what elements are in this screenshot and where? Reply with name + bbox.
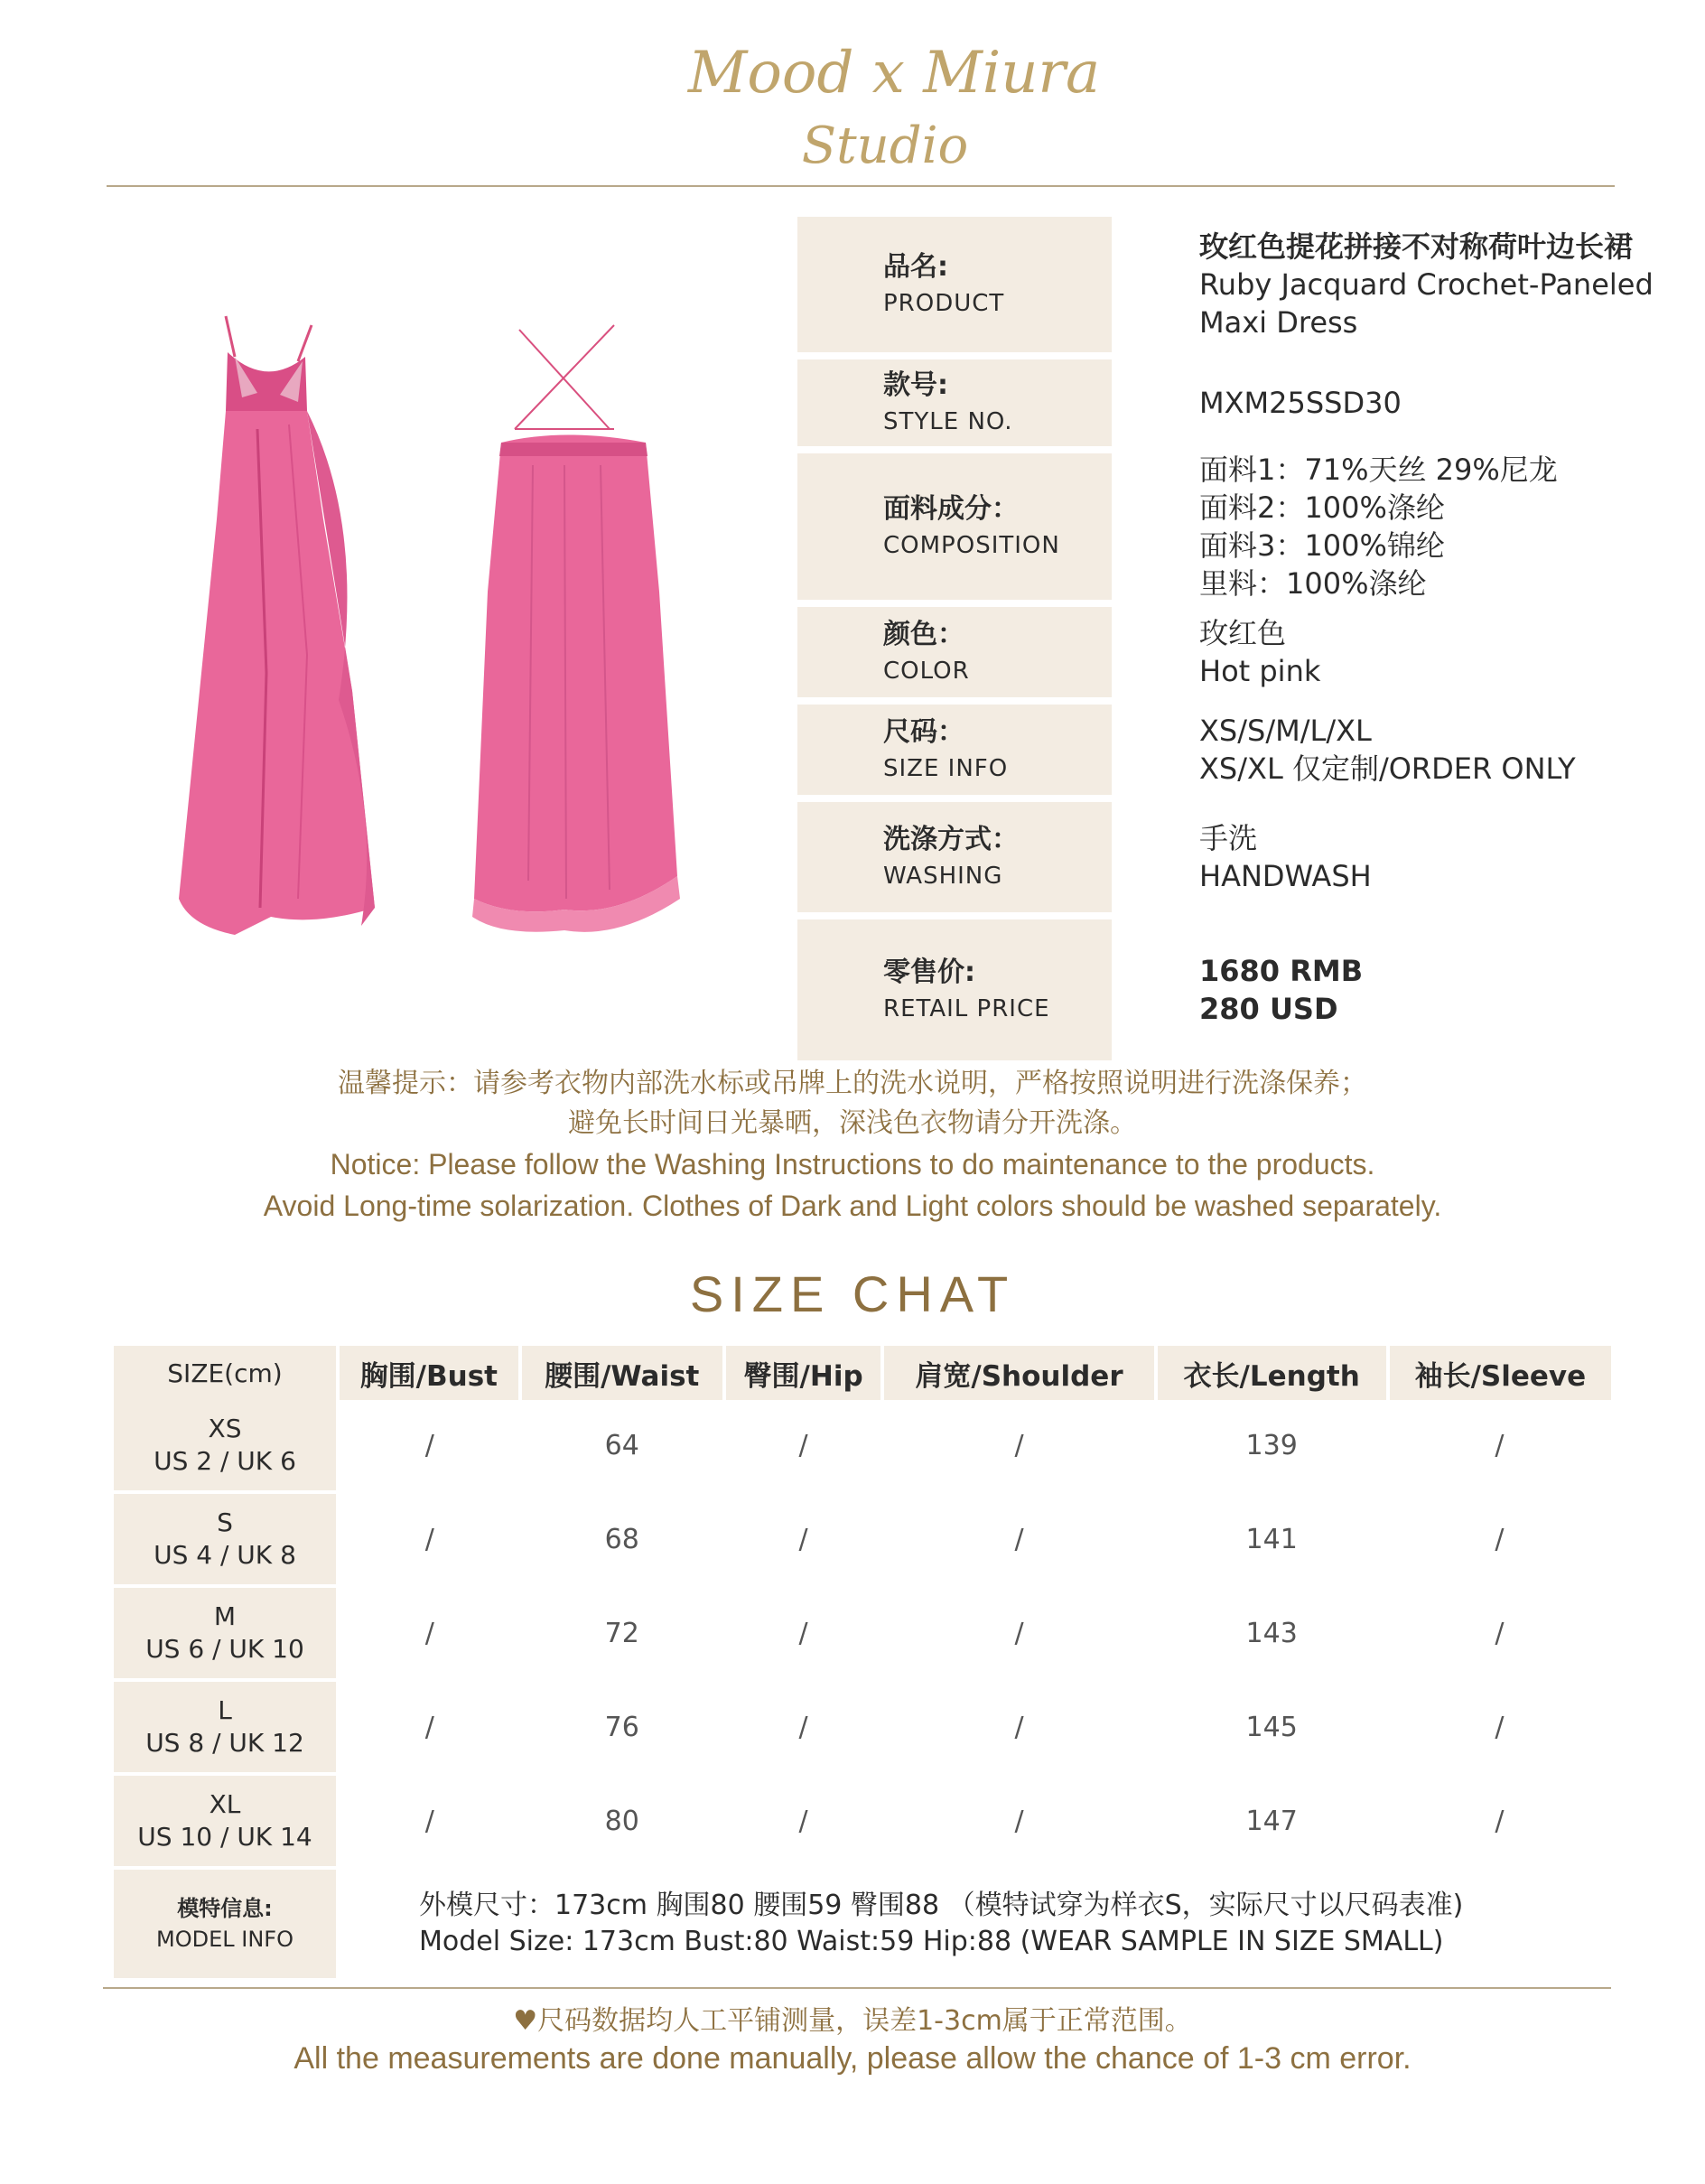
spec-label-style-no: [797, 359, 1112, 446]
table-row: [114, 1492, 1611, 1586]
sleeve-cell: /: [1388, 1586, 1611, 1680]
length-cell: 139: [1156, 1400, 1388, 1492]
footer-cn: ♥尺码数据均人工平铺测量，误差1-3cm属于正常范围。: [513, 2005, 1192, 2037]
care-notice: [0, 1064, 1705, 1227]
washing-en: HANDWASH: [1199, 859, 1372, 893]
table-row: [114, 1586, 1611, 1680]
model-info-label: [114, 1868, 338, 1980]
spec-label-washing: [797, 802, 1112, 912]
spec-label-cn: 尺码：: [883, 716, 964, 748]
length-cell: 147: [1156, 1774, 1388, 1868]
bust-cell: /: [338, 1586, 520, 1680]
hip-cell: /: [724, 1586, 883, 1680]
top-divider: [107, 185, 1615, 187]
size-code: S: [217, 1507, 233, 1537]
style-number: MXM25SSD30: [1199, 386, 1402, 420]
size-region: US 2 / UK 6: [154, 1446, 296, 1476]
bust-cell: /: [338, 1774, 520, 1868]
logo-line2: Studio: [801, 117, 969, 175]
spec-label-cn: 洗涤方式：: [883, 824, 1019, 855]
spec-label-en: COLOR: [883, 658, 970, 685]
spec-label-en: COMPOSITION: [883, 532, 1060, 559]
header-size: SIZE(cm): [114, 1346, 338, 1400]
color-en: Hot pink: [1199, 654, 1321, 688]
header-hip: 臀围/Hip: [724, 1346, 883, 1400]
logo-line1: Mood x Miura: [687, 40, 1101, 107]
header-shoulder: 肩宽/Shoulder: [882, 1346, 1155, 1400]
table-row: [114, 1400, 1611, 1492]
model-label-cn: 模特信息:: [177, 1896, 273, 1921]
size-cell: [114, 1680, 338, 1774]
hip-cell: /: [724, 1400, 883, 1492]
size-code: L: [218, 1695, 232, 1725]
composition-line: 面料1：71%天丝 29%尼龙: [1199, 453, 1558, 487]
product-name-en-line1: Ruby Jacquard Crochet-Paneled: [1199, 267, 1654, 302]
waist-cell: 64: [520, 1400, 724, 1492]
shoulder-cell: /: [882, 1400, 1155, 1492]
notice-cn-line2: 避免长时间日光暴晒，深浅色衣物请分开洗涤。: [568, 1107, 1137, 1139]
product-name-cn: 玫红色提花拼接不对称荷叶边长裙: [1199, 229, 1634, 264]
composition-line: 里料：100%涤纶: [1199, 566, 1427, 601]
size-region: US 6 / UK 10: [145, 1634, 304, 1664]
table-row: [114, 1680, 1611, 1774]
size-code: XL: [209, 1789, 241, 1819]
hip-cell: /: [724, 1492, 883, 1586]
waist-cell: 72: [520, 1586, 724, 1680]
size-chart-header-row: [114, 1346, 1611, 1400]
sleeve-cell: /: [1388, 1492, 1611, 1586]
size-cell: [114, 1774, 338, 1868]
spec-label-size-info: [797, 705, 1112, 795]
spec-label-cn: 零售价:: [883, 957, 975, 988]
brand-logo: [0, 36, 1705, 190]
bust-cell: /: [338, 1680, 520, 1774]
spec-value-product: [1199, 217, 1705, 352]
product-name-en-line2: Maxi Dress: [1199, 305, 1358, 340]
spec-value-washing: [1199, 802, 1705, 912]
header-sleeve: 袖长/Sleeve: [1388, 1346, 1611, 1400]
size-region: US 8 / UK 12: [145, 1728, 304, 1758]
sleeve-cell: /: [1388, 1774, 1611, 1868]
spec-label-composition: [797, 453, 1112, 600]
length-cell: 143: [1156, 1586, 1388, 1680]
size-region: US 4 / UK 8: [154, 1540, 296, 1570]
table-row: [114, 1774, 1611, 1868]
spec-value-color: [1199, 607, 1705, 697]
spec-label-retail-price: [797, 919, 1112, 1060]
hip-cell: /: [724, 1680, 883, 1774]
size-order-note: XS/XL 仅定制/ORDER ONLY: [1199, 751, 1576, 786]
hip-cell: /: [724, 1774, 883, 1868]
waist-cell: 76: [520, 1680, 724, 1774]
spec-label-en: STYLE NO.: [883, 408, 1013, 435]
composition-line: 面料3：100%锦纶: [1199, 528, 1445, 563]
spec-label-en: SIZE INFO: [883, 755, 1009, 782]
footer-en: All the measurements are done manually, please allow the chance of 1-3 cm error.: [293, 2041, 1412, 2076]
spec-label-cn: 颜色：: [883, 619, 964, 650]
header-bust: 胸围/Bust: [338, 1346, 520, 1400]
notice-cn-line1: 温馨提示：请参考衣物内部洗水标或吊牌上的洗水说明，严格按照说明进行洗涤保养；: [338, 1068, 1367, 1099]
spec-label-cn: 品名:: [883, 251, 948, 283]
shoulder-cell: /: [882, 1586, 1155, 1680]
spec-label-product: [797, 217, 1112, 352]
sleeve-cell: /: [1388, 1400, 1611, 1492]
price-rmb: 1680 RMB: [1199, 954, 1364, 988]
spec-label-cn: 面料成分：: [883, 493, 1019, 525]
notice-en-line2: Avoid Long-time solarization. Clothes of Dark and Light colors should be washed separately.: [263, 1190, 1442, 1222]
spec-label-cn: 款号:: [883, 369, 948, 401]
model-info-row: [114, 1868, 1611, 1980]
size-range: XS/S/M/L/XL: [1199, 714, 1372, 748]
waist-cell: 80: [520, 1774, 724, 1868]
size-region: US 10 / UK 14: [137, 1822, 312, 1852]
shoulder-cell: /: [882, 1774, 1155, 1868]
size-cell: [114, 1400, 338, 1492]
composition-line: 面料2：100%涤纶: [1199, 490, 1445, 525]
size-chart-title: SIZE CHAT: [689, 1265, 1016, 1322]
spec-label-en: RETAIL PRICE: [883, 995, 1050, 1022]
shoulder-cell: /: [882, 1492, 1155, 1586]
model-line-en: Model Size: 173cm Bust:80 Waist:59 Hip:88 (WEAR SAMPLE IN SIZE SMALL): [419, 1926, 1444, 1957]
length-cell: 141: [1156, 1492, 1388, 1586]
header-waist: 腰围/Waist: [520, 1346, 724, 1400]
model-info-text: [338, 1868, 1611, 1980]
length-cell: 145: [1156, 1680, 1388, 1774]
size-code: XS: [208, 1414, 242, 1443]
spec-label-color: [797, 607, 1112, 697]
spec-label-en: PRODUCT: [883, 290, 1005, 317]
model-line-cn: 外模尺寸：173cm 胸围80 腰围59 臀围88 （模特试穿为样衣S，实际尺寸以尺码表准): [419, 1890, 1464, 1921]
bust-cell: /: [338, 1400, 520, 1492]
dress-back-image: [465, 321, 682, 944]
color-cn: 玫红色: [1199, 616, 1287, 650]
washing-cn: 手洗: [1199, 821, 1258, 855]
size-cell: [114, 1586, 338, 1680]
model-label-en: MODEL INFO: [156, 1927, 293, 1952]
sleeve-cell: /: [1388, 1680, 1611, 1774]
spec-value-composition: [1199, 453, 1705, 600]
bust-cell: /: [338, 1492, 520, 1586]
size-chart-table: [114, 1346, 1611, 1982]
price-usd: 280 USD: [1199, 992, 1338, 1026]
measurement-note: [0, 2003, 1705, 2077]
spec-value-size-info: [1199, 705, 1705, 795]
notice-en-line1: Notice: Please follow the Washing Instructions to do maintenance to the products.: [330, 1148, 1375, 1181]
spec-label-en: WASHING: [883, 863, 1003, 890]
bottom-divider: [103, 1987, 1611, 1989]
waist-cell: 68: [520, 1492, 724, 1586]
shoulder-cell: /: [882, 1680, 1155, 1774]
header-length: 衣长/Length: [1156, 1346, 1388, 1400]
spec-value-retail-price: [1199, 919, 1705, 1060]
dress-front-image: [172, 312, 388, 944]
spec-value-style-no: [1199, 359, 1705, 446]
size-cell: [114, 1492, 338, 1586]
size-code: M: [213, 1601, 237, 1631]
